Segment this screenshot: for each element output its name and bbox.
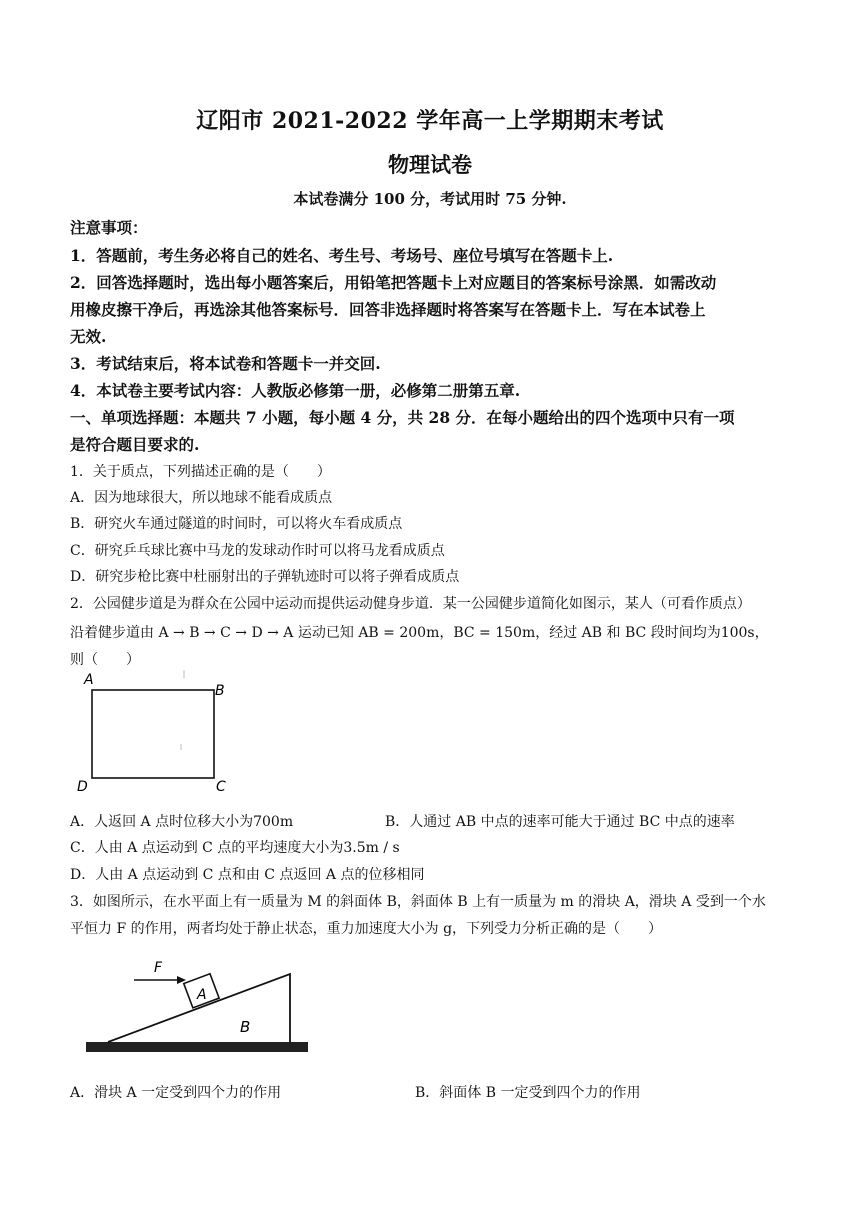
q2-option-c: C．人由 A 点运动到 C 点的平均速度大小为3.5m / s [70, 840, 400, 856]
q1-option-c: C．研究乒乓球比赛中马龙的发球动作时可以将马龙看成质点 [70, 543, 445, 559]
q2-option-a: A．人返回 A 点时位移大小为700m [70, 814, 294, 830]
question-3-stem: 3．如图所示，在水平面上有一质量为 M 的斜面体 B，斜面体 B 上有一质量为 m 的滑块 A，滑块 A 受到一个水 [70, 894, 766, 910]
section-heading-cont: 是符合题目要求的. [70, 435, 200, 454]
label-d: D [77, 779, 88, 795]
label-c: C [216, 779, 226, 795]
label-block-a: A [197, 987, 207, 1003]
q3-option-a: A．滑块 A 一定受到四个力的作用 [70, 1085, 282, 1101]
ground [86, 1042, 308, 1052]
rectangle-path-figure [75, 668, 245, 802]
note-item: 3．考试结束后，将本试卷和答题卡一并交回. [70, 354, 381, 373]
q1-option-a: A．因为地球很大，所以地球不能看成质点 [70, 490, 333, 506]
q3-option-b: B．斜面体 B 一定受到四个力的作用 [415, 1085, 641, 1101]
question-2-stem-end: 则（ ） [70, 652, 140, 668]
walkway-rectangle [92, 690, 214, 778]
question-3-stem-cont: 平恒力 F 的作用，两者均处于静止状态，重力加速度大小为 g，下列受力分析正确的是（ ） [70, 921, 663, 937]
label-a: A [84, 672, 94, 688]
q2-option-b: B．人通过 AB 中点的速率可能大于通过 BC 中点的速率 [385, 814, 735, 830]
question-2-stem: 2．公园健步道是为群众在公园中运动而提供运动健身步道．某一公园健步道简化如图示，某人（可看作质点） [70, 596, 751, 612]
section-heading: 一、单项选择题：本题共 7 小题，每小题 4 分，共 28 分．在每小题给出的四个选项中只有一项 [70, 408, 735, 427]
question-1-stem: 1．关于质点，下列描述正确的是（ ） [70, 464, 331, 480]
question-2-stem-cont: 沿着健步道由 A → B → C → D → A 运动已知 AB = 200m，BC = 150m，经过 AB 和 BC 段时间均为100s， [70, 625, 769, 641]
q1-option-b: B．研究火车通过隧道的时间时，可以将火车看成质点 [70, 516, 403, 532]
exam-intro: 本试卷满分 100 分，考试用时 75 分钟. [293, 190, 567, 208]
label-f: F [154, 960, 163, 976]
q2-option-d: D．人由 A 点运动到 C 点和由 C 点返回 A 点的位移相同 [70, 867, 425, 883]
page-title: 辽阳市 2021-2022 学年高一上学期期末考试 [196, 108, 664, 134]
note-item: 无效. [70, 327, 107, 346]
label-b: B [215, 683, 225, 699]
note-item: 2．回答选择题时，选出每小题答案后，用铅笔把答题卡上对应题目的答案标号涂黑．如需改动 [70, 273, 717, 292]
incline-figure [82, 950, 322, 1064]
note-item: 用橡皮擦干净后，再选涂其他答案标号．回答非选择题时将答案写在答题卡上．写在本试卷上 [70, 300, 706, 319]
page-subtitle: 物理试卷 [388, 152, 472, 177]
note-item: 4．本试卷主要考试内容：人教版必修第一册，必修第二册第五章. [70, 381, 521, 400]
note-item: 1．答题前，考生务必将自己的姓名、考生号、考场号、座位号填写在答题卡上. [70, 246, 614, 265]
label-wedge-b: B [240, 1018, 251, 1036]
notes-heading: 注意事项： [70, 218, 148, 237]
q1-option-d: D．研究步枪比赛中杜丽射出的子弹轨迹时可以将子弹看成质点 [70, 569, 460, 585]
